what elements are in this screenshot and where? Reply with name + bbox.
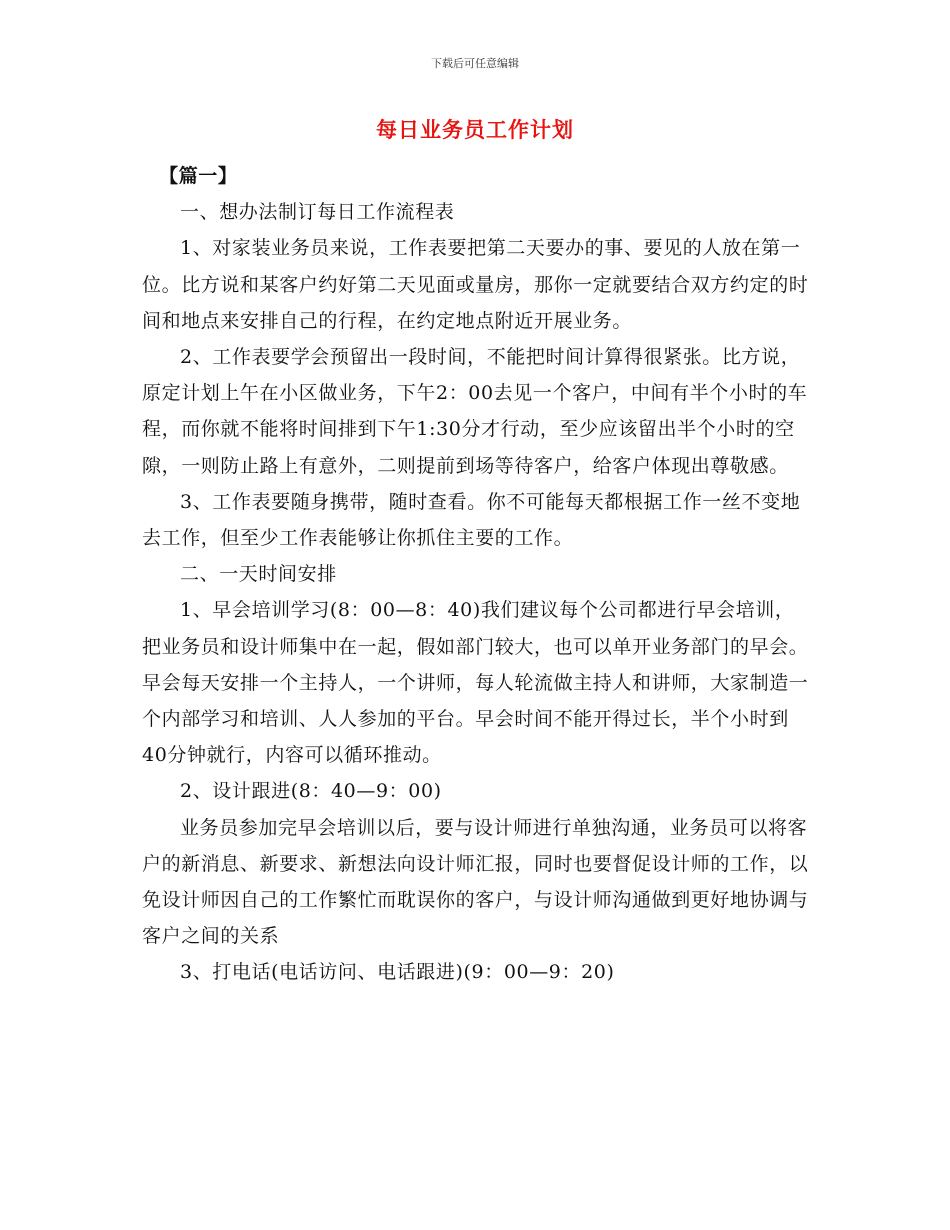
paragraph: 业务员参加完早会培训以后，要与设计师进行单独沟通，业务员可以将客户的新消息、新要求、新想法向设计师汇报，同时也要督促设计师的工作，以免设计师因自己的工作繁忙而耽误你的客户，与设计师沟通做到更好地协调与客户之间的关系 <box>142 816 809 948</box>
paragraph: 1、早会培训学习(8：00—8：40)我们建议每个公司都进行早会培训，把业务员和设计师集中在一起，假如部门较大，也可以单开业务部门的早会。早会每天安排一个主持人，一个讲师，每人轮流做主持人和讲师，大家制造一个内部学习和培训、人人参加的平台。早会时间不能开得过长，半个小时到40分钟就行，内容可以循环推动。 <box>142 599 809 767</box>
header-note: 下载后可任意编辑 <box>431 57 519 70</box>
section-mark: 【篇一】 <box>159 165 238 187</box>
document-title: 每日业务员工作计划 <box>376 118 574 142</box>
paragraph: 2、设计跟进(8：40—9：00) <box>180 780 442 803</box>
paragraph: 1、对家装业务员来说，工作表要把第二天要办的事、要见的人放在第一位。比方说和某客户约好第二天见面或量房，那你一定就要结合双方约定的时间和地点来安排自己的行程，在约定地点附近开展业务。 <box>142 237 809 332</box>
paragraph: 3、打电话(电话访问、电话跟进)(9：00—9：20) <box>180 961 615 984</box>
heading-daily-schedule: 二、一天时间安排 <box>180 563 337 586</box>
paragraph: 2、工作表要学会预留出一段时间，不能把时间计算得很紧张。比方说，原定计划上午在小区做业务，下午2：00去见一个客户，中间有半个小时的车程，而你就不能将时间排到下午1:30分才行动，至少应该留出半个小时的空隙，一则防止路上有意外，二则提前到场等待客户，给客户体现出尊敬感。 <box>142 346 808 477</box>
document-body <box>142 158 810 991</box>
heading-daily-workflow: 一、想办法制订每日工作流程表 <box>180 201 455 224</box>
paragraph: 3、工作表要随身携带，随时查看。你不可能每天都根据工作一丝不变地去工作，但至少工作表能够让你抓住主要的工作。 <box>142 490 801 550</box>
